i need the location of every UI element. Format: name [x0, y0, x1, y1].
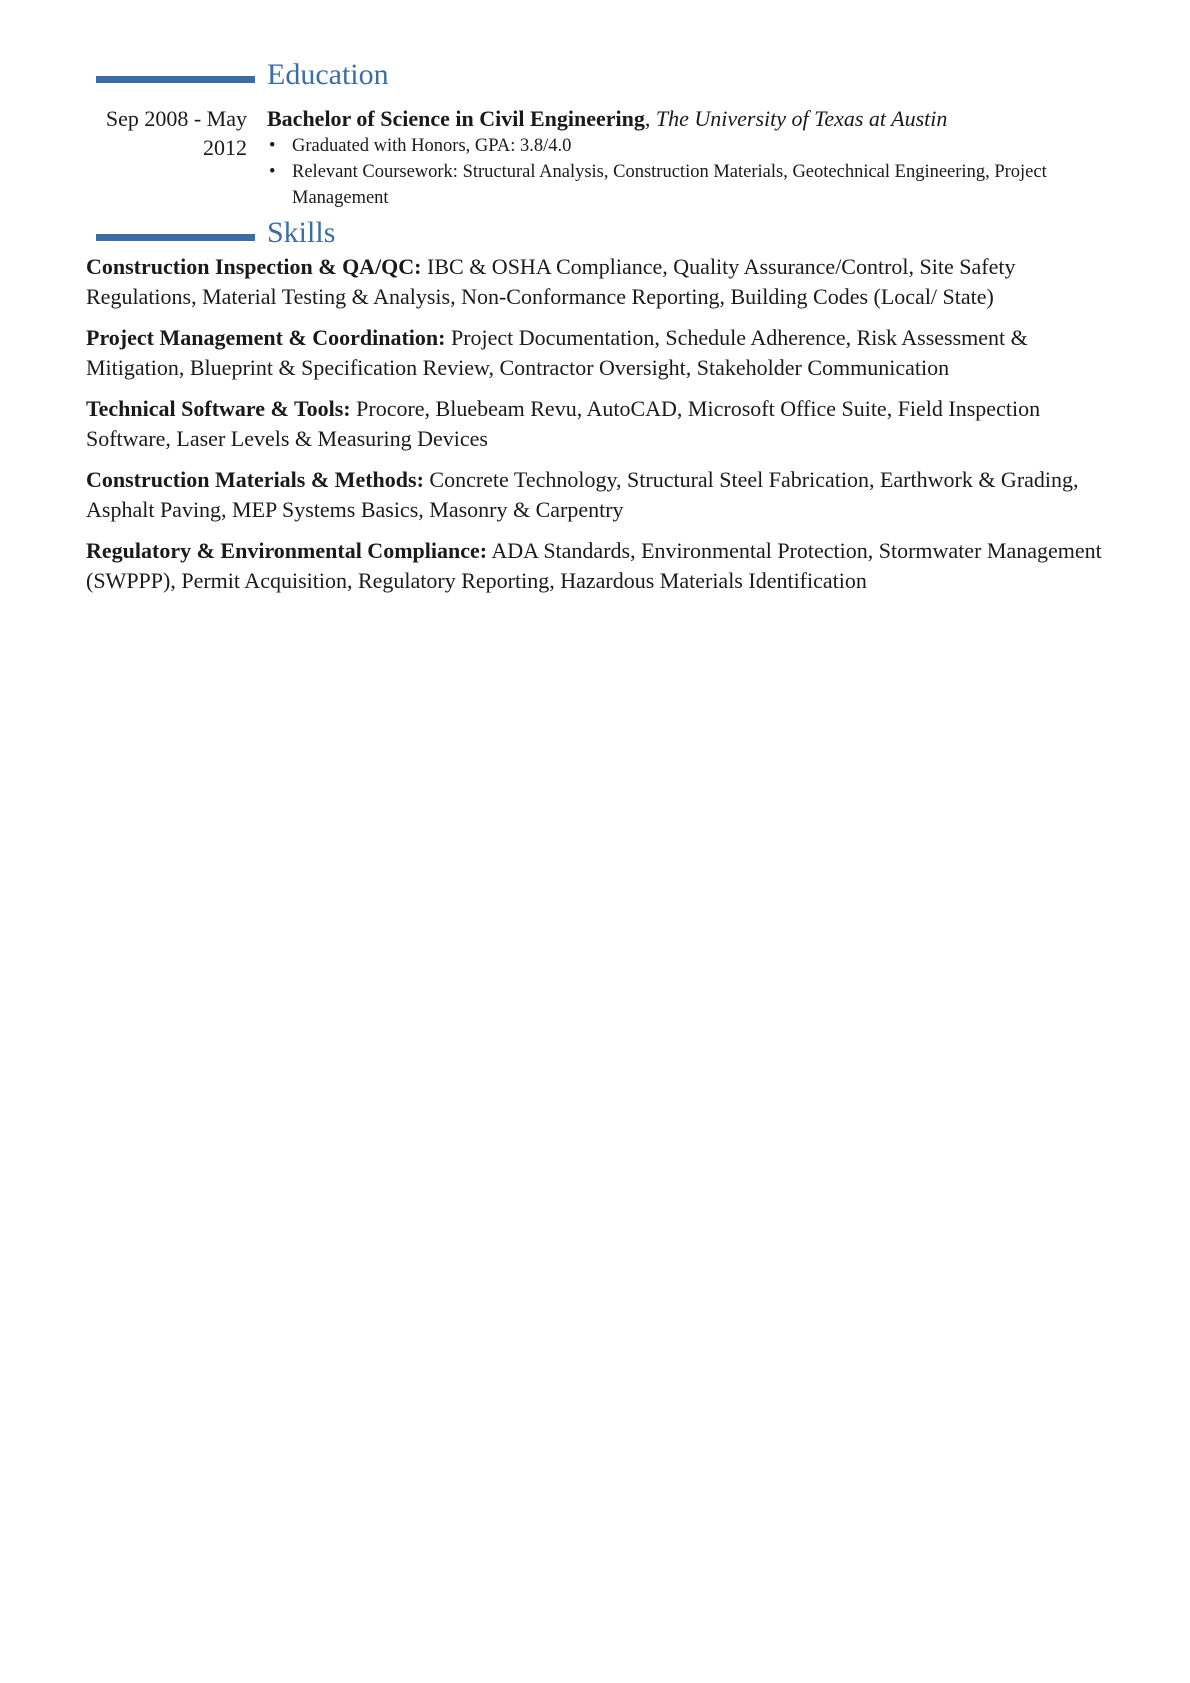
education-bullet-list [267, 133, 1117, 211]
skills-section-header [96, 216, 996, 256]
education-bullet-text: Graduated with Honors, GPA: 3.8/4.0 [292, 136, 572, 156]
education-school: The University of Texas at Austin [655, 106, 948, 131]
bullet-icon: • [269, 136, 276, 156]
skill-item [86, 323, 1116, 382]
education-bullet [267, 159, 1117, 211]
education-body [267, 104, 1117, 211]
skill-category: Project Management & Coordination: [86, 325, 446, 350]
education-section-rule [96, 76, 255, 83]
skill-details: ADA Standards, Environmental Protection, Stormwater Management (SWPPP), Permit Acquisition, Regulatory Reporting, Hazardous Materials Identification [86, 538, 1102, 593]
education-section-header [96, 58, 996, 98]
skill-details: Procore, Bluebeam Revu, AutoCAD, Microsoft Office Suite, Field Inspection Software, Laser Levels & Measuring Devices [86, 396, 1041, 451]
skill-details: IBC & OSHA Compliance, Quality Assurance/Control, Site Safety Regulations, Material Testing & Analysis, Non-Conformance Reporting, Building Codes (Local/ State) [86, 254, 1016, 309]
education-date: Sep 2008 - May 2012 [105, 106, 247, 160]
skills-section-title: Skills [267, 216, 336, 249]
skill-category: Construction Materials & Methods: [86, 467, 424, 492]
skill-item [86, 394, 1116, 453]
bullet-icon: • [269, 162, 276, 182]
skill-item [86, 536, 1116, 595]
skill-details: Project Documentation, Schedule Adherence, Risk Assessment & Mitigation, Blueprint & Specification Review, Contractor Oversight, Stakeholder Communication [86, 325, 1028, 380]
education-degree: Bachelor of Science in Civil Engineering [267, 106, 645, 131]
skill-category: Technical Software & Tools: [86, 396, 351, 421]
skill-item [86, 465, 1116, 524]
skill-category: Regulatory & Environmental Compliance: [86, 538, 488, 563]
skill-item [86, 252, 1116, 311]
education-section-title: Education [267, 58, 389, 91]
skills-list [86, 252, 1116, 607]
skill-category: Construction Inspection & QA/QC: [86, 254, 422, 279]
skills-section-rule [96, 234, 255, 241]
education-bullet-text: Relevant Coursework: Structural Analysis, Construction Materials, Geotechnical Engineering, Project Management [292, 162, 1047, 208]
education-separator: , [644, 106, 656, 131]
education-bullet [267, 133, 1117, 159]
education-title-line [267, 104, 1117, 133]
skill-details: Concrete Technology, Structural Steel Fabrication, Earthwork & Grading, Asphalt Paving, MEP Systems Basics, Masonry & Carpentry [86, 467, 1079, 522]
